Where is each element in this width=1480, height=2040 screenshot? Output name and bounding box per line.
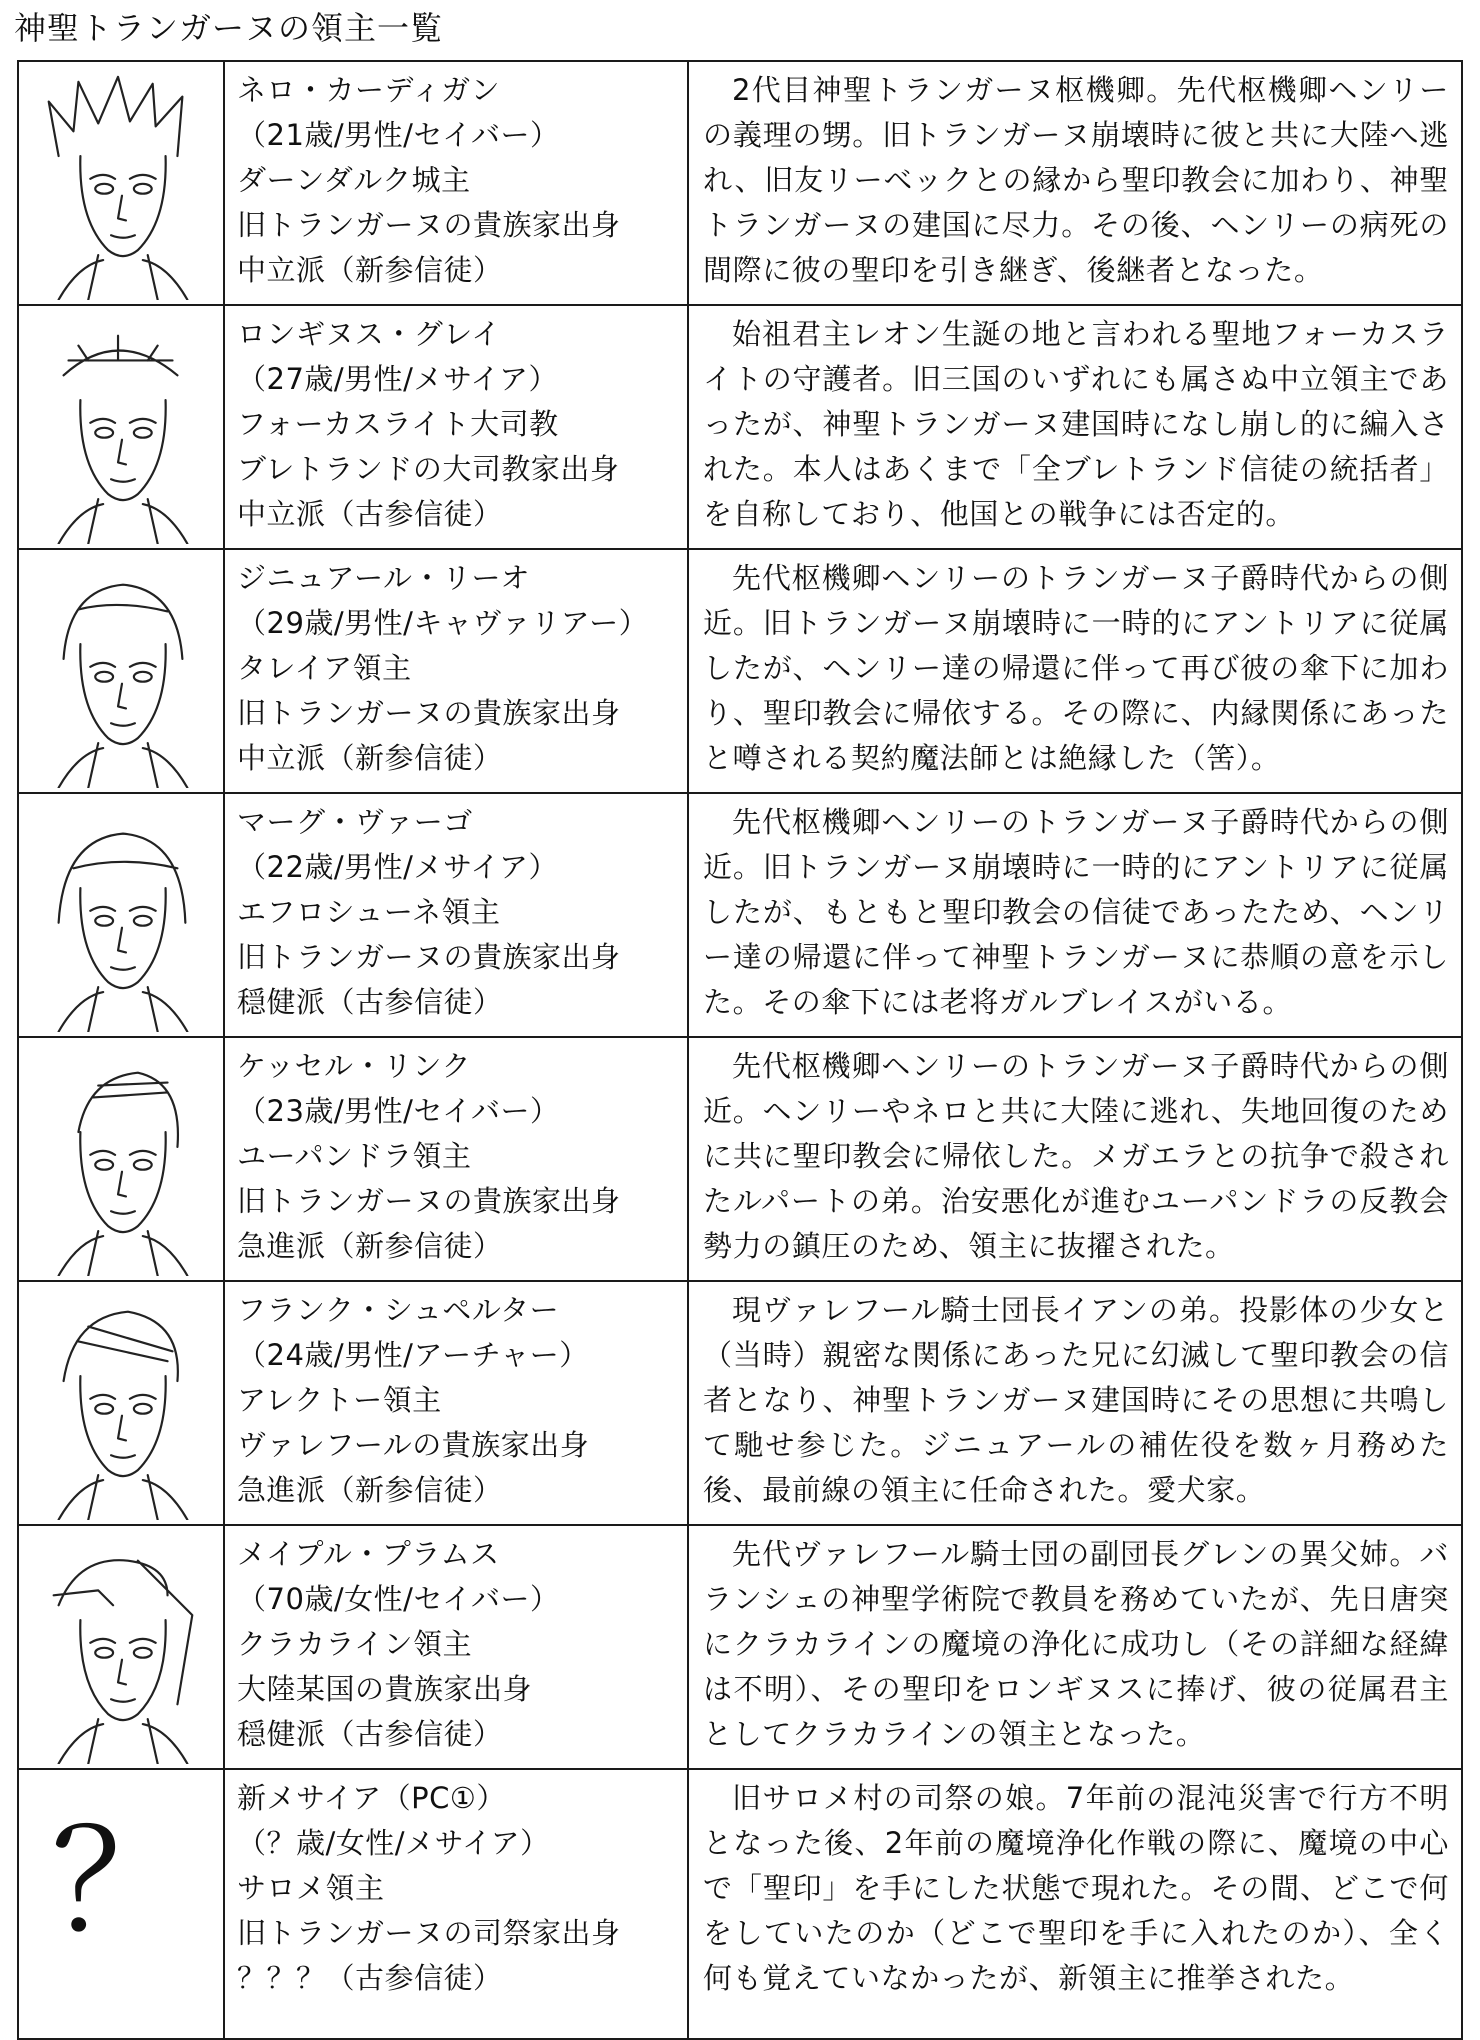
lord-title: エフロシューネ領主	[237, 895, 501, 929]
page-title: 神聖トランガーヌの領主一覧	[14, 9, 444, 47]
lord-origin: ヴァレフールの貴族家出身	[237, 1428, 590, 1462]
lord-info-cell	[224, 793, 688, 1037]
lord-faction: 穏健派（古参信徒）	[237, 1717, 503, 1751]
lord-stats: （21歳/男性/セイバー）	[237, 118, 560, 152]
lord-description: 先代ヴァレフール騎士団の副団長グレンの異父姉。バランシェの神聖学術院で教員を務めていたが、先日唐突にクラカラインの魔境の浄化に成功し（その詳細な経緯は不明）、その聖印をロンギヌスに捧げ、彼の従属君主としてクラカラインの領主となった。	[703, 1537, 1449, 1751]
sketch-portrait-maple	[19, 1526, 223, 1764]
lord-title: アレクトー領主	[237, 1383, 442, 1417]
lord-stats: （27歳/男性/メサイア）	[237, 362, 559, 396]
lord-row	[18, 305, 1462, 549]
portrait-cell	[18, 61, 224, 305]
lord-row	[18, 1037, 1462, 1281]
lord-title: ユーパンドラ領主	[237, 1139, 472, 1173]
lord-description: 2代目神聖トランガーヌ枢機卿。先代枢機卿ヘンリーの義理の甥。旧トランガーヌ崩壊時に彼と共に大陸へ逃れ、旧友リーベックとの縁から聖印教会に加わり、神聖トランガーヌの建国に尽力。その後、ヘンリーの病死の間際に彼の聖印を引き継ぎ、後継者となった。	[703, 73, 1449, 287]
question-mark-icon: ？	[50, 1801, 191, 1964]
lord-description: 先代枢機卿ヘンリーのトランガーヌ子爵時代からの側近。旧トランガーヌ崩壊時に一時的にアントリアに従属したが、ヘンリー達の帰還に伴って再び彼の傘下に加わり、聖印教会に帰依する。その際に、内縁関係にあったと噂される契約魔法師とは絶縁した（筈）。	[703, 561, 1449, 775]
lord-description-cell	[688, 1281, 1462, 1525]
lord-name: マーグ・ヴァーゴ	[237, 805, 473, 839]
lord-stats: （70歳/女性/セイバー）	[237, 1582, 560, 1616]
lord-stats: （22歳/男性/メサイア）	[237, 850, 559, 884]
lord-info-cell	[224, 1769, 688, 2039]
lord-faction: 中立派（新参信徒）	[237, 253, 503, 287]
lord-stats: （24歳/男性/アーチャー）	[237, 1338, 589, 1372]
portrait-cell	[18, 305, 224, 549]
portrait-cell	[18, 793, 224, 1037]
lord-description: 始祖君主レオン生誕の地と言われる聖地フォーカスライトの守護者。旧三国のいずれにも属さぬ中立領主であったが、神聖トランガーヌ建国時になし崩し的に編入された。本人はあくまで「全ブレトランド信徒の統括者」を自称しており、他国との戦争には否定的。	[703, 317, 1449, 531]
lord-faction: ？？？（古参信徒）	[237, 1961, 503, 1995]
lord-description-cell	[688, 793, 1462, 1037]
lord-title: フォーカスライト大司教	[237, 407, 559, 441]
lord-row	[18, 1769, 1462, 2039]
lord-origin: 旧トランガーヌの貴族家出身	[237, 940, 621, 974]
lord-description-cell	[688, 549, 1462, 793]
lord-info-cell	[224, 1281, 688, 1525]
lord-row	[18, 1281, 1462, 1525]
lord-info-cell	[224, 1037, 688, 1281]
lord-info-cell	[224, 549, 688, 793]
lord-title: クラカライン領主	[237, 1627, 473, 1661]
lord-name: フランク・シュペルター	[237, 1293, 560, 1327]
lord-faction: 急進派（新参信徒）	[237, 1473, 503, 1507]
sketch-portrait-marg	[19, 794, 223, 1032]
lord-faction: 穏健派（古参信徒）	[237, 985, 503, 1019]
lord-info-cell	[224, 61, 688, 305]
lord-description: 先代枢機卿ヘンリーのトランガーヌ子爵時代からの側近。ヘンリーやネロと共に大陸に逃れ、失地回復のために共に聖印教会に帰依した。メガエラとの抗争で殺されたルパートの弟。治安悪化が進むユーパンドラの反教会勢力の鎮圧のため、領主に抜擢された。	[703, 1049, 1449, 1263]
portrait-cell	[18, 1525, 224, 1769]
lord-faction: 急進派（新参信徒）	[237, 1229, 503, 1263]
lord-name: メイプル・プラムス	[237, 1537, 500, 1571]
lord-origin: 旧トランガーヌの貴族家出身	[237, 208, 621, 242]
lord-row	[18, 549, 1462, 793]
sketch-portrait-kessel	[19, 1038, 223, 1276]
lord-name: ジニュアール・リーオ	[237, 561, 530, 595]
sketch-portrait-longinus	[19, 306, 223, 544]
lord-info-cell	[224, 305, 688, 549]
lord-stats: （29歳/男性/キャヴァリアー）	[237, 606, 649, 640]
portrait-cell	[18, 1037, 224, 1281]
lord-description-cell	[688, 1525, 1462, 1769]
lord-name: ケッセル・リンク	[237, 1049, 471, 1083]
lord-origin: 旧トランガーヌの司祭家出身	[237, 1916, 621, 1950]
portrait-cell	[18, 1281, 224, 1525]
lord-info-cell	[224, 1525, 688, 1769]
lord-name: 新メサイア（PC①）	[237, 1781, 506, 1815]
sketch-portrait-neroh	[19, 62, 223, 300]
lord-description-cell	[688, 305, 1462, 549]
lord-description-cell	[688, 1769, 1462, 2039]
lord-description: 旧サロメ村の司祭の娘。7年前の混沌災害で行方不明となった後、2年前の魔境浄化作戦の際に、魔境の中心で「聖印」を手にした状態で現れた。その間、どこで何をしていたのか（どこで聖印を手に入れたのか）、全く何も覚えていなかったが、新領主に推挙された。	[703, 1781, 1449, 1995]
portrait-cell	[18, 549, 224, 793]
lord-row	[18, 793, 1462, 1037]
portrait-cell	[18, 1769, 224, 2039]
lord-title: ダーンダルク城主	[237, 163, 471, 197]
lord-stats: （23歳/男性/セイバー）	[237, 1094, 560, 1128]
lord-faction: 中立派（古参信徒）	[237, 497, 503, 531]
lord-origin: 旧トランガーヌの貴族家出身	[237, 1184, 621, 1218]
lord-description-cell	[688, 1037, 1462, 1281]
lord-description: 現ヴァレフール騎士団長イアンの弟。投影体の少女と（当時）親密な関係にあった兄に幻滅して聖印教会の信者となり、神聖トランガーヌ建国時にその思想に共鳴して馳せ参じた。ジニュアールの補佐役を数ヶ月務めた後、最前線の領主に任命された。愛犬家。	[703, 1293, 1449, 1507]
lords-table	[17, 60, 1463, 2040]
sketch-portrait-frank	[19, 1282, 223, 1520]
lord-faction: 中立派（新参信徒）	[237, 741, 503, 775]
lord-row	[18, 1525, 1462, 1769]
sketch-portrait-genuarl	[19, 550, 223, 788]
lord-origin: 旧トランガーヌの貴族家出身	[237, 696, 621, 730]
lord-origin: 大陸某国の貴族家出身	[237, 1672, 533, 1706]
lord-title: タレイア領主	[237, 651, 412, 685]
lord-row	[18, 61, 1462, 305]
lord-name: ネロ・カーディガン	[237, 73, 501, 107]
lord-title: サロメ領主	[237, 1871, 385, 1905]
lord-description: 先代枢機卿ヘンリーのトランガーヌ子爵時代からの側近。旧トランガーヌ崩壊時に一時的にアントリアに従属したが、もともと聖印教会の信徒であったため、ヘンリー達の帰還に伴って神聖トランガーヌに恭順の意を示した。その傘下には老将ガルブレイスがいる。	[703, 805, 1449, 1019]
lord-origin: ブレトランドの大司教家出身	[237, 452, 620, 486]
lord-description-cell	[688, 61, 1462, 305]
lord-stats: （？歳/女性/メサイア）	[237, 1826, 550, 1860]
lord-name: ロンギヌス・グレイ	[237, 317, 501, 351]
